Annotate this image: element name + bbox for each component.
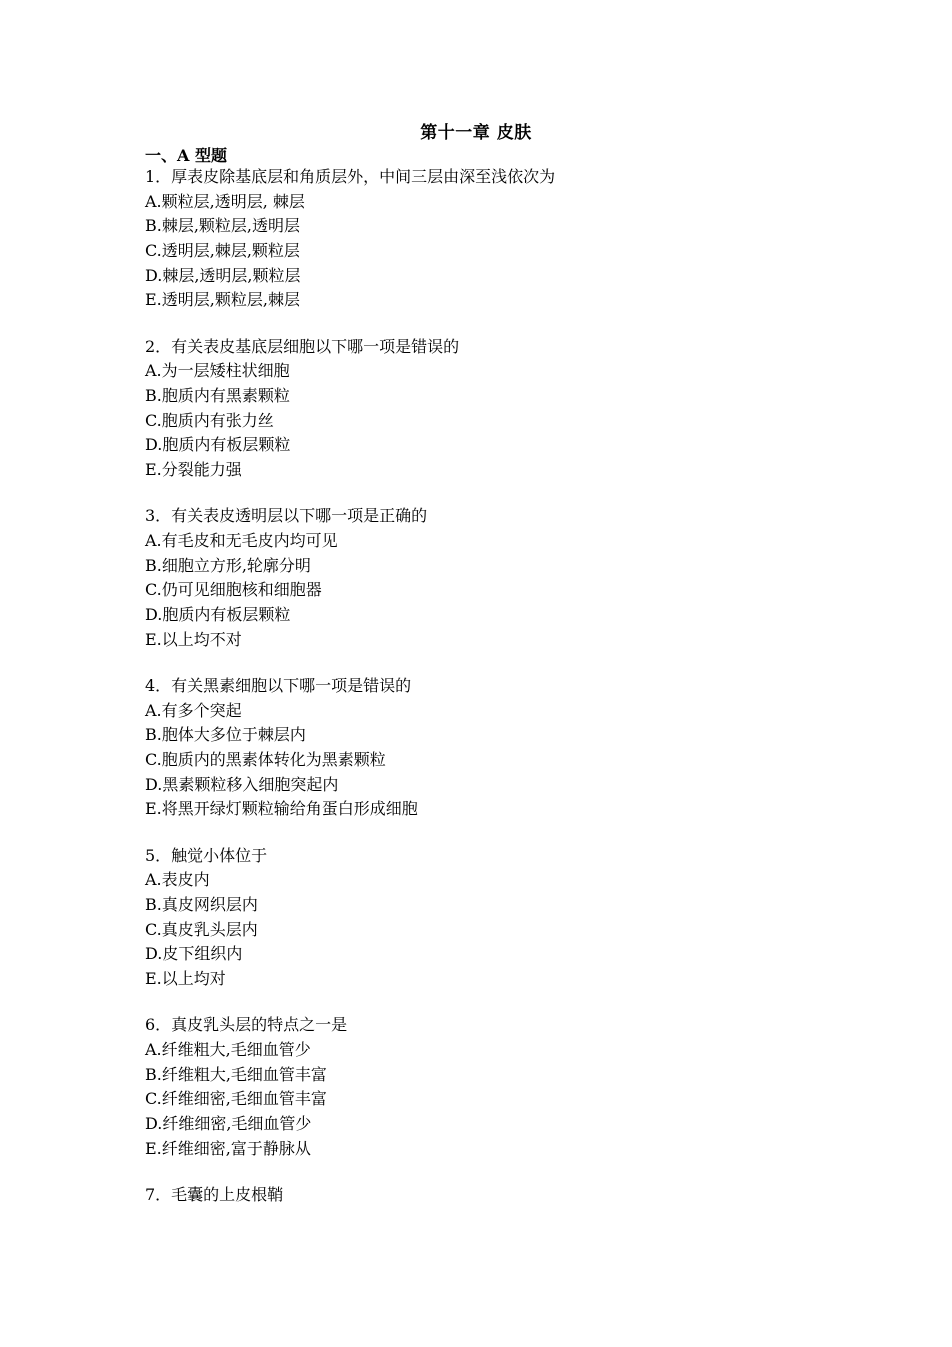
question-stem: 3．有关表皮透明层以下哪一项是正确的 <box>145 506 428 526</box>
question-3 <box>145 504 845 652</box>
chapter-title: 第十一章 皮肤 <box>420 123 532 143</box>
option-e: E.将黑开绿灯颗粒输给角蛋白形成细胞 <box>145 799 418 819</box>
option-b: B.纤维粗大,毛细血管丰富 <box>145 1064 327 1084</box>
option-c: C.胞质内的黑素体转化为黑素颗粒 <box>145 749 386 769</box>
option-c: C.仍可见细胞核和细胞器 <box>145 580 322 600</box>
question-2 <box>145 335 845 483</box>
question-stem: 6．真皮乳头层的特点之一是 <box>145 1015 348 1035</box>
section-heading: 一、A 型题 <box>145 146 227 165</box>
question-4 <box>145 674 845 822</box>
option-c: C.胞质内有张力丝 <box>145 410 274 430</box>
option-e: E.以上均不对 <box>145 629 242 649</box>
option-c: C.透明层,棘层,颗粒层 <box>145 241 300 261</box>
question-stem: 1．厚表皮除基底层和角质层外，中间三层由深至浅依次为 <box>145 167 556 186</box>
option-d: D.纤维细密,毛细血管少 <box>145 1113 312 1133</box>
question-1 <box>145 165 845 313</box>
option-b: B.棘层,颗粒层,透明层 <box>145 216 301 236</box>
option-d: D.胞质内有板层颗粒 <box>145 605 291 624</box>
question-5 <box>145 844 845 992</box>
option-a: A.纤维粗大,毛细血管少 <box>145 1039 311 1059</box>
option-c: C.纤维细密,毛细血管丰富 <box>145 1089 327 1109</box>
option-d: D.胞质内有板层颗粒 <box>145 435 291 455</box>
option-e: E.以上均对 <box>145 968 226 988</box>
option-b: B.真皮网织层内 <box>145 894 258 914</box>
option-b: B.细胞立方形,轮廓分明 <box>145 555 311 575</box>
option-d: D.黑素颗粒移入细胞突起内 <box>145 774 339 794</box>
option-a: A.有多个突起 <box>145 700 242 720</box>
question-stem: 2．有关表皮基底层细胞以下哪一项是错误的 <box>145 336 460 356</box>
option-c: C.真皮乳头层内 <box>145 919 258 939</box>
question-stem: 7．毛囊的上皮根鞘 <box>145 1184 284 1204</box>
question-stem: 4．有关黑素细胞以下哪一项是错误的 <box>145 675 412 695</box>
question-list <box>145 165 845 1229</box>
question-stem: 5．触觉小体位于 <box>145 845 268 865</box>
option-d: D.棘层,透明层,颗粒层 <box>145 265 301 285</box>
option-e: E.分裂能力强 <box>145 460 242 480</box>
option-e: E.纤维细密,富于静脉从 <box>145 1138 311 1158</box>
option-b: B.胞体大多位于棘层内 <box>145 725 306 745</box>
option-b: B.胞质内有黑素颗粒 <box>145 386 290 405</box>
option-e: E.透明层,颗粒层,棘层 <box>145 290 300 310</box>
option-a: A.有毛皮和无毛皮内均可见 <box>145 530 338 550</box>
option-a: A.颗粒层,透明层, 棘层 <box>145 191 305 211</box>
option-a: A.表皮内 <box>145 870 210 890</box>
option-a: A.为一层矮柱状细胞 <box>145 361 290 381</box>
question-7 <box>145 1183 845 1208</box>
question-6 <box>145 1013 845 1161</box>
option-d: D.皮下组织内 <box>145 944 243 964</box>
